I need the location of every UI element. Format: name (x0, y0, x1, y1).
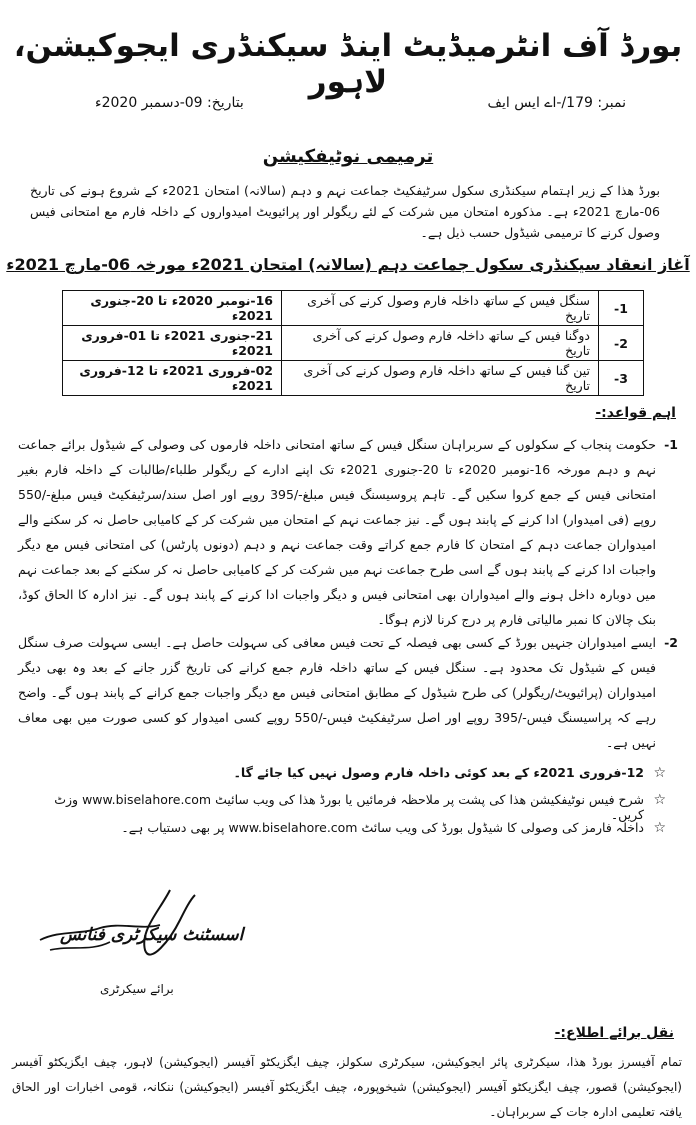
board-title: بورڈ آف انٹرمیڈیٹ اینڈ سیکنڈری ایجوکیشن، لاہور (13, 28, 683, 100)
row-description: دوگنا فیس کے ساتھ داخلہ فارم وصول کرنے کی آخری تاریخ (282, 326, 599, 361)
row-number: 3- (599, 361, 644, 396)
row-dates: 02-فروری 2021ء تا 12-فروری 2021ء (63, 361, 282, 396)
note-text: 12-فروری 2021ء کے بعد کوئی داخلہ فارم وصول نہیں کیا جائے گا۔ (233, 765, 644, 780)
signature-block (20, 880, 260, 1020)
row-description: سنگل فیس کے ساتھ داخلہ فارم وصول کرنے کی آخری تاریخ (282, 291, 599, 326)
rule-item (18, 630, 678, 755)
note-text: داخلہ فارمز کی وصولی کا شیڈول بورڈ کی ویب سائٹ www.biselahore.com پر بھی دستیاب ہے۔ (121, 820, 644, 835)
star-icon: ☆ (653, 792, 666, 808)
notification-subtitle: ترمیمی نوٹیفکیشن (262, 146, 434, 167)
row-dates: 21-جنوری 2021ء تا 01-فروری 2021ء (63, 326, 282, 361)
row-number: 1- (599, 291, 644, 326)
note-item (26, 820, 666, 836)
cc-list: تمام آفیسرز بورڈ ھذا، سیکرٹری پائر ایجوکیشن، سیکرٹری سکولز، چیف ایگزیکٹو آفیسر (ایجوکیشن) لاہور، چیف ایگزیکٹو آفیسر (ایجوکیشن) قصور، چیف ایگزیکٹو آفیسر (ایجوکیشن) شیخوپورہ، چیف ایگزیکٹو آفیسر (ایجوکیشن) ننکانہ، قومی اخبارات اور الحاق یافتہ تعلیمی ادارہ جات کے سربراہان۔ (12, 1055, 682, 1119)
table-row (63, 326, 644, 361)
rule-text: ایسے امیدواران جنہیں بورڈ کے کسی بھی فیصلہ کے تحت فیس معافی کی سہولت حاصل ہے۔ ایسی سہولت صرف سنگل فیس کے شیڈول تک محدود ہے۔ سنگل فیس کے ساتھ داخلہ فارم جمع کرانے کی تاریخ گزر جانے کے بعد وہ بھی دیگر امیدواران (پرائیویٹ/ریگولر) کی طرح شیڈول کے مطابق امتحانی فیس مع دیگر واجبات جمع کرانے کے پابند ہوں گے۔ واضح رہے کہ پراسیسنگ فیس-/395 روپے اور اصل سرٹیفکیٹ فیس-/550 روپے کسی امیدوار کو کسی صورت میں بھی معاف نہیں ہے۔ (18, 635, 656, 750)
signatory-title: اسسٹنٹ سیکرٹری فنانس (60, 925, 244, 945)
note-item (26, 792, 666, 822)
table-row (63, 361, 644, 396)
note-item (26, 765, 666, 781)
row-number: 2- (599, 326, 644, 361)
cc-heading: نقل برائے اطلاع:- (554, 1025, 674, 1041)
reference-number: نمبر: 179/-اے ایس ایف (487, 95, 626, 111)
row-dates: 16-نومبر 2020ء تا 20-جنوری 2021ء (63, 291, 282, 326)
star-icon: ☆ (653, 820, 666, 836)
table-row (63, 291, 644, 326)
note-text: شرح فیس نوٹیفکیشن ھذا کی پشت پر ملاحظہ فرمائیں یا بورڈ ھذا کی ویب سائیٹ www.biselahore.com وزٹ کریں۔ (54, 792, 644, 822)
signatory-for: برائے سیکرٹری (100, 982, 174, 996)
schedule-heading: آغاز انعقاد سیکنڈری سکول جماعت دہم (سالانہ) امتحان 2021ء مورخہ 06-مارچ 2021ء (6, 255, 690, 274)
star-icon: ☆ (653, 765, 666, 781)
notification-date: بتاریخ: 09-دسمبر 2020ء (95, 95, 244, 111)
rule-number: 2- (664, 635, 678, 650)
rule-item (18, 432, 678, 632)
row-description: تین گنا فیس کے ساتھ داخلہ فارم وصول کرنے کی آخری تاریخ (282, 361, 599, 396)
intro-paragraph: بورڈ ھذا کے زیر اہتمام سیکنڈری سکول سرٹیفکیٹ جماعت نہم و دہم (سالانہ) امتحان 2021ء کے شروع ہونے کی تاریخ 06-مارچ 2021ء ہے۔ مذکورہ امتحان میں شرکت کے لئے ریگولر اور پرائیویٹ امیدواروں کے داخلہ فارم مع امتحانی فیس وصول کرنے کا ترمیمی شیڈول حسب ذیل ہے۔ (30, 183, 661, 240)
rule-number: 1- (664, 437, 678, 452)
rules-heading: اہم قواعد:- (595, 405, 676, 421)
schedule-table (62, 290, 644, 396)
rule-text: حکومت پنجاب کے سکولوں کے سربراہان سنگل فیس کے ساتھ امتحانی داخلہ فارموں کی وصولی کے شیڈول برائے جماعت نہم و دہم مورخہ 16-نومبر 2020ء تا 20-جنوری 2021ء تک اپنے ادارے کے ریگولر طلباء/طالبات کے داخلہ فارم بغیر امتحانی فیس کے جمع کروا سکیں گے۔ تاہم پروسیسنگ فیس مبلغ-/395 روپے اور اصل سند/سرٹیفکیٹ فیس مبلغ-/550 روپے (فی امیدوار) ادا کرنے کے پابند ہوں گے۔ نیز جماعت نہم کے امتحان میں شرکت کر کے کامیابی حاصل نہ کر سکنے والے امیدواران جماعت دہم کے امتحان کا فارم جمع کراتے وقت جماعت نہم و دہم (دونوں پارٹس) کی امتحانی فیس مع دیگر واجبات ادا کرنے کے پابند ہوں گے اسی طرح جماعت نہم میں شرکت کر کے کامیابی حاصل نہ کر سکنے کے بعد جماعت نہم میں دوبارہ داخل ہونے والے امیدواران بھی امتحانی فیس و دیگر واجبات ادا کرنے کے پابند ہوں گے۔ نیز ادارہ کا الحاق کوڈ، بنک چالان کا نمبر مالیاتی فارم پر درج کرنا لازم ہوگا۔ (18, 437, 656, 627)
